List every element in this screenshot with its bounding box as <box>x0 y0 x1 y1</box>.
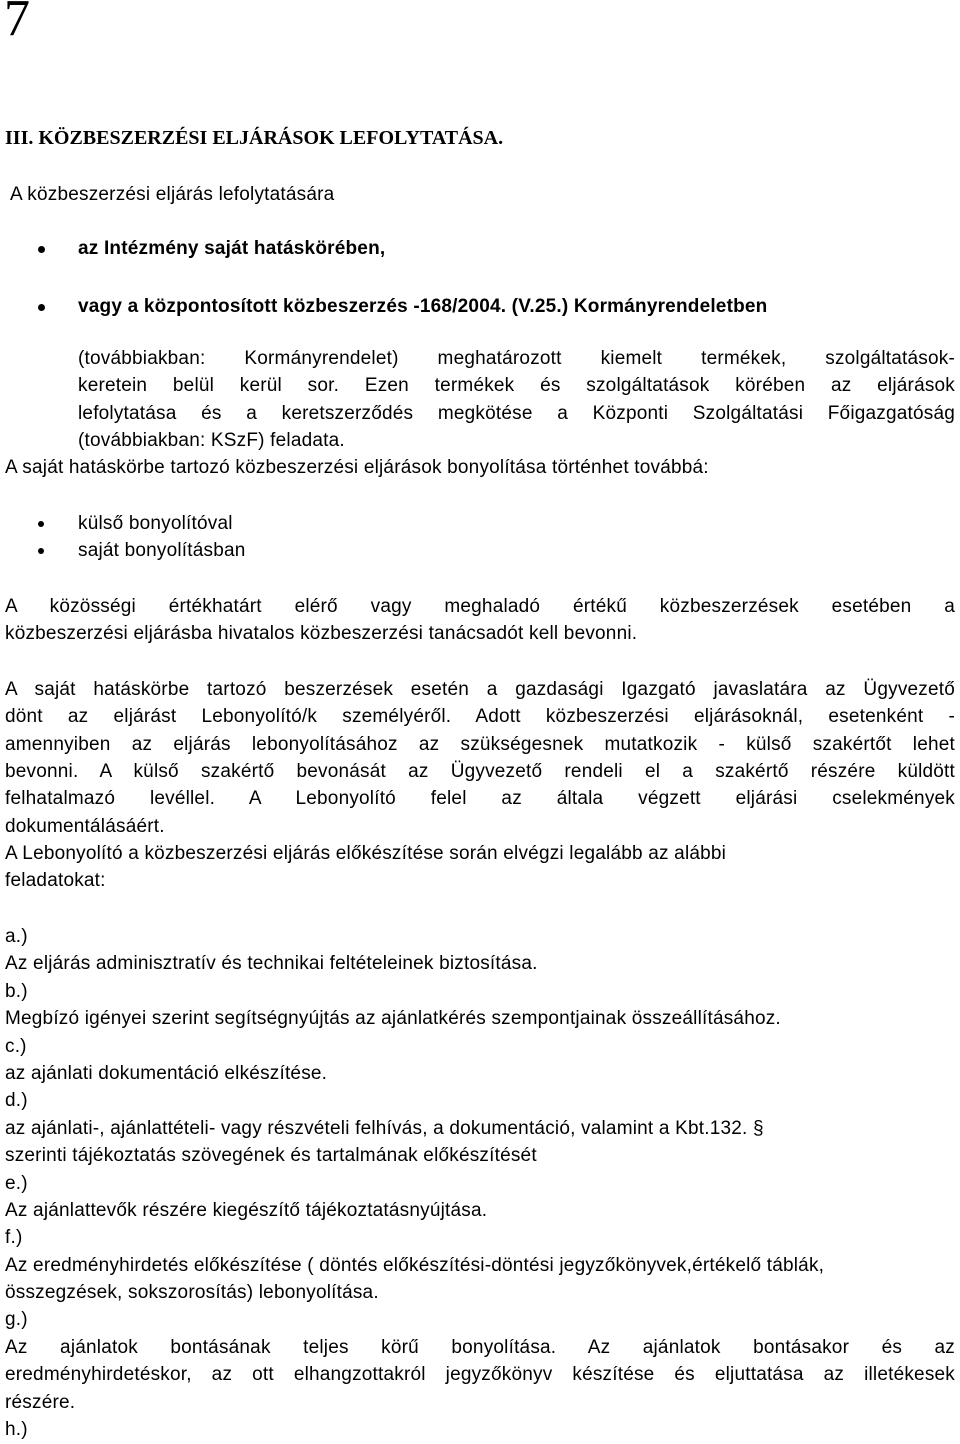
task-label: a.) <box>5 926 28 947</box>
task-label: c.) <box>5 1035 27 1057</box>
text-line: (továbbiakban: KSzF) feladata. <box>78 430 345 452</box>
task-item-h <box>5 1416 955 1443</box>
text-line: keretein belül kerül sor. Ezen termékek és szolgáltatások körében az eljárások <box>78 375 955 397</box>
task-text-line: Megbízó igényei szerint segítségnyújtás az ajánlatkérés szempontjainak összeállításához. <box>5 1008 781 1030</box>
task-item-a <box>5 923 955 978</box>
task-text-line: Az ajánlatok bontásának teljes körű bonyolítása. Az ajánlatok bontásakor és az <box>5 1336 955 1358</box>
task-item-d <box>5 1087 955 1169</box>
task-text-line: az ajánlati dokumentáció elkészítése. <box>5 1062 328 1084</box>
task-text-line: Az eredményhirdetés előkészítése ( döntés előkészítési-döntési jegyzőkönyvek,értékelő táblák, <box>5 1254 825 1276</box>
bullet-item <box>38 510 955 537</box>
bullet-item <box>38 235 955 262</box>
task-item-b <box>5 978 955 1033</box>
text-line: közbeszerzési eljárásba hivatalos közbeszerzési tanácsadót kell bevonni. <box>5 623 638 645</box>
text-line: dönt az eljárást Lebonyolító/k személyéről. Adott közbeszerzési eljárásoknál, esetenként - <box>5 706 955 728</box>
task-list <box>5 923 955 1443</box>
task-label: e.) <box>5 1172 28 1194</box>
task-text-line: Az ajánlattevők részére kiegészítő tájékoztatásnyújtása. <box>5 1199 488 1221</box>
bullet-icon <box>38 246 45 253</box>
text-line: felhatalmazó levéllel. A Lebonyolító felel az általa végzett eljárási cselekmények <box>5 788 955 810</box>
task-label: h.) <box>5 1419 28 1441</box>
task-item-e <box>5 1170 955 1225</box>
intro-text: A közbeszerzési eljárás lefolytatására <box>10 184 335 205</box>
bullet-icon <box>38 548 44 554</box>
page-number: 7 <box>4 0 30 47</box>
bullet-text: az Intézmény saját hatáskörében, <box>78 238 386 259</box>
task-text-line: Az eljárás adminisztratív és technikai feltételeinek biztosítása. <box>5 953 538 975</box>
task-label: f.) <box>5 1227 23 1249</box>
kormany-paragraph <box>78 345 955 454</box>
text-line: bevonni. A külső szakértő bevonását az Ügyvezető rendeli el a szakértő részére küldött <box>5 761 955 783</box>
tasks-intro-line: feladatokat: <box>5 870 106 892</box>
alternatives-intro: A saját hatáskörbe tartozó közbeszerzési eljárások bonyolítása történhet továbbá: <box>5 457 709 478</box>
tasks-intro-line: A Lebonyolító a közbeszerzési eljárás előkészítése során elvégzi legalább az alábbi <box>5 843 727 865</box>
task-item-f <box>5 1224 955 1306</box>
bullet-text: saját bonyolításban <box>78 540 246 561</box>
bullet-item <box>38 537 955 564</box>
task-item-g <box>5 1306 955 1416</box>
task-text-line: szerinti tájékoztatás szövegének és tartalmának előkészítését <box>5 1145 537 1167</box>
bullet-icon <box>38 304 45 311</box>
bullet-text: vagy a központosított közbeszerzés -168/2004. (V.25.) Kormányrendeletben <box>78 296 768 317</box>
text-line: lefolytatása és a keretszerződés megkötése a Központi Szolgáltatási Főigazgatóság <box>78 402 955 424</box>
expert-paragraph <box>5 676 955 895</box>
task-text-line: az ajánlati-, ajánlattételi- vagy részvételi felhívás, a dokumentáció, valamint a Kbt.132. § <box>5 1117 764 1139</box>
advisor-paragraph <box>5 593 955 648</box>
bullet-item <box>38 293 955 320</box>
text-line: (továbbiakban: Kormányrendelet) meghatározott kiemelt termékek, szolgáltatások- <box>78 348 955 369</box>
text-line: A saját hatáskörbe tartozó beszerzések esetén a gazdasági Igazgató javaslatára az Ügyvezető <box>5 679 955 700</box>
text-line: A közösségi értékhatárt elérő vagy meghaladó értékű közbeszerzések esetében a <box>5 596 955 617</box>
task-label: d.) <box>5 1090 28 1112</box>
bullet-text: külső bonyolítóval <box>78 513 233 534</box>
task-label: g.) <box>5 1309 28 1331</box>
text-line: dokumentálásáért. <box>5 815 165 837</box>
section-heading: III. KÖZBESZERZÉSI ELJÁRÁSOK LEFOLYTATÁSA. <box>5 127 504 149</box>
text-line: amennyiben az eljárás lebonyolításához az szükségesnek mutatkozik - külső szakértőt lehet <box>5 733 955 755</box>
task-text-line: eredményhirdetéskor, az ott elhangzottakról jegyzőkönyv készítése és eljuttatása az illetékesek <box>5 1364 955 1386</box>
task-text-line: összegzések, sokszorosítás) lebonyolítása. <box>5 1282 379 1304</box>
task-item-c <box>5 1033 955 1088</box>
task-text-line: részére. <box>5 1391 76 1413</box>
bullet-icon <box>38 521 44 527</box>
task-label: b.) <box>5 980 28 1002</box>
